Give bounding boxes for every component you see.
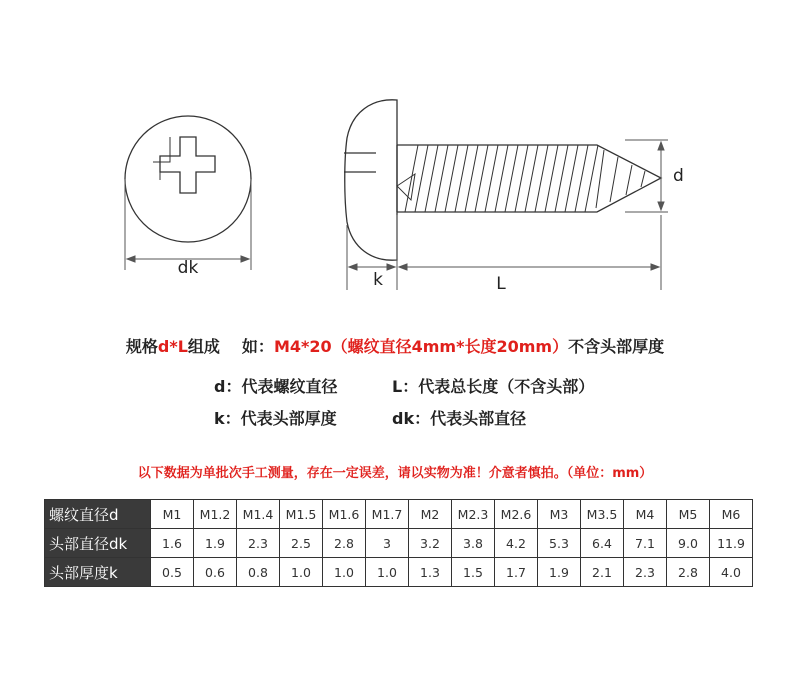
spec-line (0, 334, 790, 357)
table-cell: 0.6 (194, 558, 237, 587)
spec-prefix: 规格 (125, 337, 158, 356)
row-header: 头部厚度k (45, 558, 151, 587)
table-cell: 1.0 (280, 558, 323, 587)
table-cell: M4 (624, 500, 667, 529)
spec-example-label: 如： (241, 337, 274, 356)
table-cell: 1.9 (194, 529, 237, 558)
table-cell: M2 (409, 500, 452, 529)
table-cell: M3 (538, 500, 581, 529)
table-cell: M2.3 (452, 500, 495, 529)
table-cell: 1.5 (452, 558, 495, 587)
table-row (45, 558, 753, 587)
measurement-note: 以下数据为单批次手工测量，存在一定误差，请以实物为准！介意者慎拍。（单位：mm） (137, 466, 653, 481)
screw-head-top-view (125, 116, 251, 242)
table-cell: 4.2 (495, 529, 538, 558)
table-cell: M1 (151, 500, 194, 529)
table-cell: 2.8 (323, 529, 366, 558)
table-cell: 5.3 (538, 529, 581, 558)
table-cell: 2.8 (667, 558, 710, 587)
spec-dl: d*L (157, 337, 188, 356)
row-header: 头部直径dk (45, 529, 151, 558)
table-cell: M1.5 (280, 500, 323, 529)
d-label: d (673, 166, 684, 186)
table-cell: M3.5 (581, 500, 624, 529)
table-cell: 3.8 (452, 529, 495, 558)
table-cell: 7.1 (624, 529, 667, 558)
dk-label: dk (177, 258, 199, 278)
table-cell: 2.3 (237, 529, 280, 558)
table-cell: 0.5 (151, 558, 194, 587)
L-label: L (496, 274, 506, 294)
k-label: k (373, 270, 383, 290)
table-cell: 0.8 (237, 558, 280, 587)
table-row (45, 500, 753, 529)
table-cell: M2.6 (495, 500, 538, 529)
table-cell: 2.1 (581, 558, 624, 587)
table-cell: M1.2 (194, 500, 237, 529)
spec-suffix: 不含头部厚度 (568, 337, 665, 356)
table-cell: 9.0 (667, 529, 710, 558)
legend-L: L：代表总长度（不含头部） (392, 377, 595, 396)
legend-k: k：代表头部厚度 (214, 409, 337, 428)
table-cell: 3 (366, 529, 409, 558)
table-cell: 1.0 (366, 558, 409, 587)
table-cell: 2.3 (624, 558, 667, 587)
legend-d: d：代表螺纹直径 (214, 377, 338, 396)
table-cell: 1.3 (409, 558, 452, 587)
screw-drawing (0, 0, 790, 310)
table-cell: M5 (667, 500, 710, 529)
table-cell: 4.0 (710, 558, 753, 587)
table-cell: 3.2 (409, 529, 452, 558)
table-cell: M1.6 (323, 500, 366, 529)
row-header: 螺纹直径d (45, 500, 151, 529)
table-cell: 11.9 (710, 529, 753, 558)
table-cell: 1.6 (151, 529, 194, 558)
table-cell: M1.7 (366, 500, 409, 529)
table-cell: M6 (710, 500, 753, 529)
spec-table (44, 499, 753, 587)
table-cell: 1.0 (323, 558, 366, 587)
table-cell: 6.4 (581, 529, 624, 558)
table-row (45, 529, 753, 558)
table-cell: 1.9 (538, 558, 581, 587)
spec-mid: 组成 (187, 337, 220, 356)
d-dimension (625, 140, 668, 212)
table-cell: 1.7 (495, 558, 538, 587)
spec-example: M4*20（螺纹直径4mm*长度20mm） (273, 337, 569, 356)
table-cell: 2.5 (280, 529, 323, 558)
screw-side-view (344, 100, 661, 260)
legend-dk: dk：代表头部直径 (392, 409, 527, 428)
table-cell: M1.4 (237, 500, 280, 529)
